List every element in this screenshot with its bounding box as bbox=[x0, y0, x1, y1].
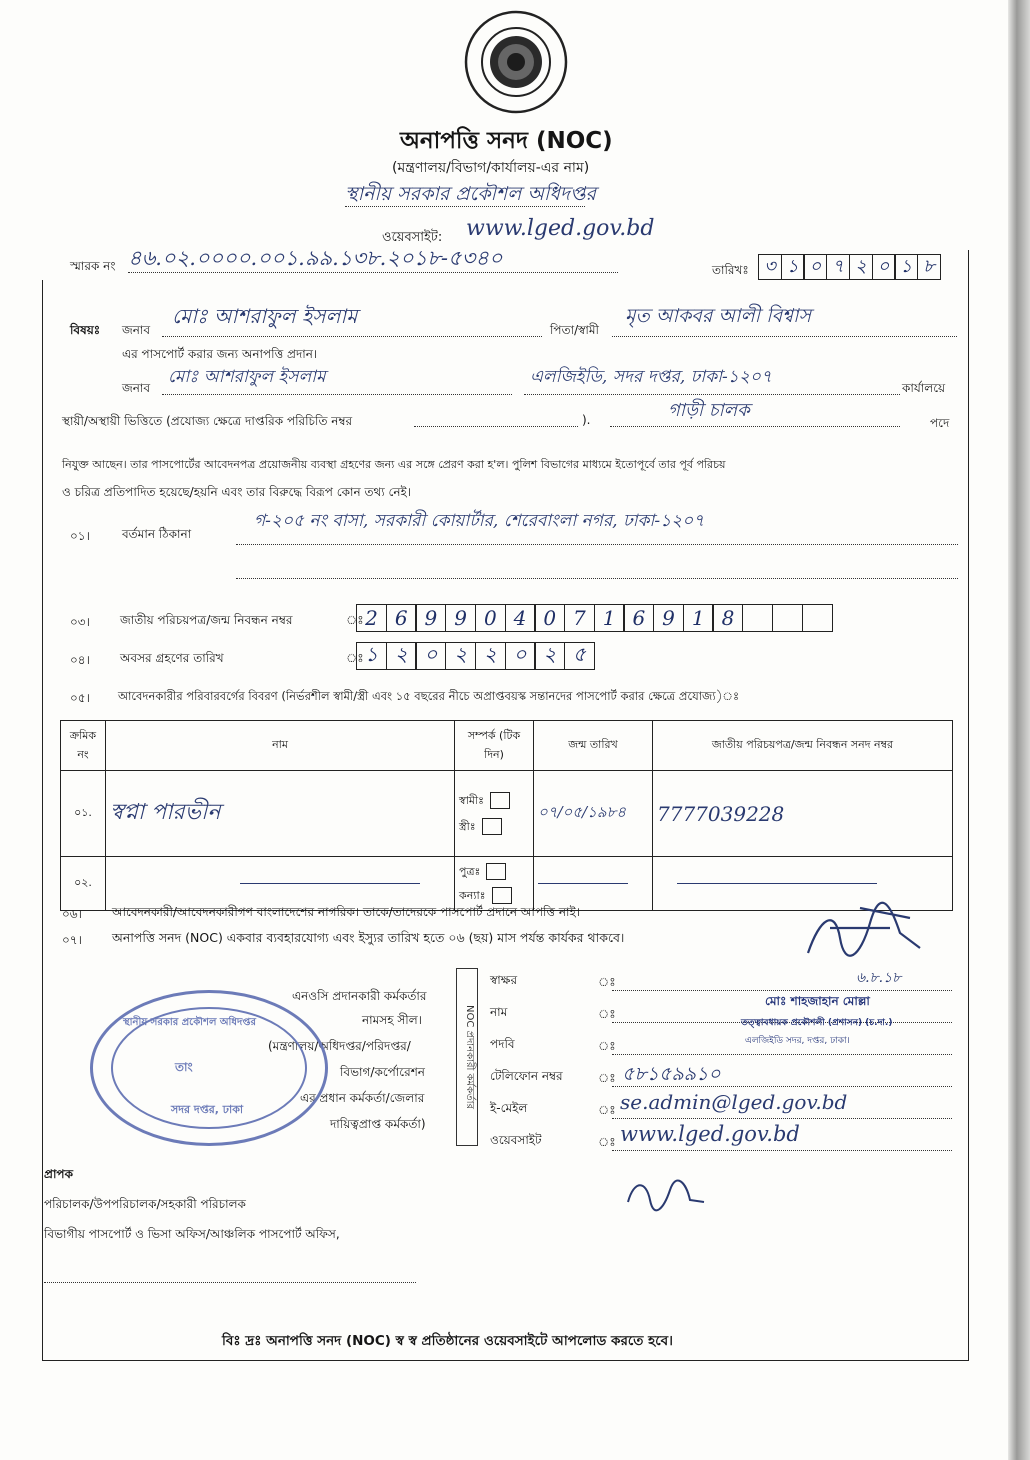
applicant-name: মোঃ আশরাফুল ইসলাম bbox=[172, 304, 358, 328]
row2-dob-dash bbox=[538, 883, 628, 884]
nid-digit-box: 8 bbox=[712, 604, 743, 632]
recipient-line-2: বিভাগীয় পাসপোর্ট ও ভিসা অফিস/আঞ্চলিক পাসপোর্ট অফিস, bbox=[44, 1227, 340, 1241]
janab-label-2: জনাব bbox=[122, 381, 151, 395]
line4-close: ). bbox=[582, 413, 591, 427]
field-name-label: নাম bbox=[490, 1005, 508, 1019]
row2-nid-dash bbox=[677, 883, 877, 884]
date-digit-box: ১ bbox=[894, 254, 918, 280]
header-name: নাম bbox=[106, 721, 455, 771]
daughter-checkbox[interactable] bbox=[492, 887, 512, 904]
subject-line2: এর পাসপোর্ট করার জন্য অনাপত্তি প্রদান। bbox=[122, 347, 318, 361]
row1-rel1: স্বামীঃ bbox=[459, 793, 485, 807]
header-dob: জন্ম তারিখ bbox=[534, 721, 653, 771]
phone-value: ৫৮১৫৯৯১০ bbox=[622, 1063, 721, 1085]
wife-checkbox[interactable] bbox=[482, 818, 502, 835]
row1-nid-value: 7777039228 bbox=[657, 801, 785, 826]
field-colon-2: ঃ bbox=[598, 1007, 616, 1021]
address-label: বর্তমান ঠিকানা bbox=[122, 527, 192, 541]
field-dots-3 bbox=[612, 1054, 952, 1055]
nid-digit-box: 1 bbox=[594, 604, 625, 632]
officer-name-stamp bbox=[741, 985, 945, 1053]
row2-rel1: পুত্রঃ bbox=[459, 864, 481, 878]
field-colon-3: ঃ bbox=[598, 1039, 616, 1053]
address-dots-1 bbox=[236, 544, 958, 545]
seal-center-text: তাং bbox=[175, 1060, 193, 1074]
row1-serial: ০১. bbox=[61, 771, 106, 857]
date-boxes bbox=[758, 254, 940, 280]
retire-digit-box: ০ bbox=[415, 642, 446, 670]
frame-right-border bbox=[968, 250, 969, 1360]
nid-boxes bbox=[356, 604, 831, 632]
retire-digit-box: ২ bbox=[386, 642, 417, 670]
side-stamp-text: NOC প্রদানকারী কর্মকর্তার bbox=[464, 1005, 475, 1109]
website-value: www.lged.gov.bd bbox=[466, 216, 655, 241]
nid-digit-box bbox=[802, 604, 833, 632]
field-colon-1: ঃ bbox=[598, 975, 616, 989]
website-label: ওয়েবসাইট: bbox=[382, 230, 443, 245]
date-digit-box: ৭ bbox=[826, 254, 850, 280]
nid-digit-box: 6 bbox=[386, 604, 417, 632]
son-checkbox[interactable] bbox=[486, 863, 506, 880]
applicant-name-2-dots bbox=[162, 394, 512, 395]
document-subtitle: (মন্ত্রণালয়/বিভাগ/কার্যালয়-এর নাম) bbox=[392, 160, 590, 176]
government-emblem bbox=[462, 8, 570, 116]
address-value: গ-২০৫ নং বাসা, সরকারী কোয়ার্টার, শেরেবাংলা নগর, ঢাকা-১২০৭ bbox=[254, 511, 705, 531]
frame-left-border bbox=[42, 280, 43, 1360]
father-name: মৃত আকবর আলী বিশ্বাস bbox=[625, 305, 812, 327]
table-row bbox=[61, 771, 953, 857]
initial-signature-icon bbox=[620, 1172, 710, 1216]
field-colon-6: ঃ bbox=[598, 1135, 616, 1149]
nid-digit-box: 9 bbox=[445, 604, 476, 632]
office-value-dots bbox=[524, 394, 900, 395]
date-digit-box: ০ bbox=[872, 254, 896, 280]
date-digit-box: ২ bbox=[849, 254, 873, 280]
officer-line-6: দায়িত্বপ্রাপ্ত কর্মকর্তা) bbox=[330, 1117, 426, 1131]
footer-note: বিঃ দ্রঃ অনাপত্তি সনদ (NOC) স্ব স্ব প্রতিষ্ঠানের ওয়েবসাইটে আপলোড করতে হবে। bbox=[222, 1333, 673, 1349]
officer-line-2: নামসহ সীল। bbox=[362, 1013, 422, 1027]
field-colon-4: ঃ bbox=[598, 1071, 616, 1085]
document-title: অনাপত্তি সনদ (NOC) bbox=[400, 128, 613, 154]
memo-label: স্মারক নং bbox=[70, 259, 116, 273]
row1-nid bbox=[653, 771, 953, 857]
website-field-value: www.lged.gov.bd bbox=[620, 1122, 800, 1146]
nid-digit-box bbox=[772, 604, 803, 632]
row1-name-value: স্বপ্না পারভীন bbox=[110, 800, 221, 825]
row1-rel2: স্ত্রীঃ bbox=[459, 819, 476, 833]
header-relation: সম্পর্ক (টিক দিন) bbox=[455, 721, 534, 771]
emblem-seal-icon bbox=[462, 8, 570, 116]
post-dots bbox=[610, 426, 900, 427]
nid-digit-box: 1 bbox=[683, 604, 714, 632]
field-designation-label: পদবি bbox=[490, 1037, 515, 1051]
item-07-number: ০৭। bbox=[62, 933, 82, 947]
post-suffix: পদে bbox=[930, 416, 950, 430]
address-dots-2 bbox=[236, 578, 958, 579]
applicant-name-2: মোঃ আশরাফুল ইসলাম bbox=[168, 367, 326, 387]
father-name-dots bbox=[612, 336, 957, 337]
declaration-06: আবেদনকারী/আবেদনকারীগণ বাংলাদেশের নাগরিক। তাকে/তাদেরকে পাসপোর্ট প্রদানে আপত্তি নাই। bbox=[112, 905, 581, 919]
seal-top-text: স্থানীয় সরকার প্রকৌশল অধিদপ্তর bbox=[123, 1017, 256, 1028]
subject-label: বিষয়ঃ bbox=[70, 323, 101, 337]
header-serial: ক্রমিক নং bbox=[61, 721, 106, 771]
memo-value: ৪৬.০২.০০০০.০০১.৯৯.১৩৮.২০১৮-৫৩৪০ bbox=[128, 246, 503, 270]
recipient-line-1: পরিচালক/উপপরিচালক/সহকারী পরিচালক bbox=[44, 1197, 246, 1211]
officer-line-3: (মন্ত্রণালয়/অধিদপ্তর/পরিদপ্তর/ bbox=[268, 1039, 411, 1053]
retire-digit-box: ২ bbox=[445, 642, 476, 670]
row1-name bbox=[106, 771, 455, 857]
row2-name-dash bbox=[240, 883, 420, 884]
row2-dob bbox=[534, 857, 653, 911]
retire-label: অবসর গ্রহণের তারিখ bbox=[120, 651, 224, 665]
recipient-dots bbox=[44, 1282, 416, 1283]
subject-line5: নিযুক্ত আছেন। তার পাসপোর্টের আবেদনপত্র প্রয়োজনীয় ব্যবস্থা গ্রহণের জন্য এর সঙ্গে প্রেরণ করা হ'ল। পুলিশ বিভাগের মাধ্যমে ইতোপূর্বে তার পূর্ব পরিচয় bbox=[62, 458, 726, 471]
nid-digit-box: 6 bbox=[623, 604, 654, 632]
subject-line6: ও চরিত্র প্রতিপাদিত হয়েছে/হয়নি এবং তার বিরুদ্ধে বিরূপ কোন তথ্য নেই। bbox=[62, 485, 412, 499]
field-phone-label: টেলিফোন নম্বর bbox=[490, 1069, 563, 1083]
seal-bottom-text: সদর দপ্তর, ঢাকা bbox=[171, 1103, 244, 1116]
family-table bbox=[60, 720, 953, 911]
nid-digit-box: 7 bbox=[564, 604, 595, 632]
signature-date: ৬.৮.১৮ bbox=[856, 970, 902, 986]
field-dots-5 bbox=[612, 1118, 952, 1119]
nid-digit-box: 2 bbox=[356, 604, 387, 632]
husband-checkbox[interactable] bbox=[490, 792, 510, 809]
applicant-name-dots bbox=[162, 336, 542, 337]
item-03-number: ০৩। bbox=[70, 615, 90, 629]
nid-digit-box: 4 bbox=[505, 604, 536, 632]
item-06-number: ০৬। bbox=[62, 907, 82, 921]
subject-line4: স্থায়ী/অস্থায়ী ভিত্তিতে (প্রযোজ্য ক্ষেত্রে দাপ্তরিক পরিচিতি নম্বর bbox=[62, 414, 353, 428]
office-name: স্থানীয় সরকার প্রকৌশল অধিদপ্তর bbox=[345, 183, 596, 205]
memo-dots bbox=[128, 272, 618, 273]
row1-relation bbox=[455, 771, 534, 857]
item-04-number: ০৪। bbox=[70, 653, 90, 667]
row2-serial: ০২. bbox=[61, 857, 106, 911]
field-email-label: ই-মেইল bbox=[490, 1101, 528, 1115]
row2-relation bbox=[455, 857, 534, 911]
retire-digit-box: ০ bbox=[505, 642, 536, 670]
item-05-number: ০৫। bbox=[70, 691, 90, 705]
officer-line-5: এর প্রধান কর্মকর্তা/জেলার bbox=[300, 1091, 425, 1105]
nid-label: জাতীয় পরিচয়পত্র/জন্ম নিবন্ধন নম্বর bbox=[120, 613, 293, 627]
nid-digit-box: 0 bbox=[475, 604, 506, 632]
officer-line-1: এনওসি প্রদানকারী কর্মকর্তার bbox=[292, 989, 427, 1003]
retire-digit-box: ১ bbox=[356, 642, 387, 670]
header-nid: জাতীয় পরিচয়পত্র/জন্ম নিবন্ধন সনদ নম্বর bbox=[653, 721, 953, 771]
item-01-number: ০১। bbox=[70, 529, 90, 543]
nid-digit-box: 9 bbox=[653, 604, 684, 632]
retire-digit-box: ২ bbox=[475, 642, 506, 670]
office-value: এলজিইডি, সদর দপ্তর, ঢাকা-১২০৭ bbox=[530, 367, 772, 387]
field-dots-6 bbox=[612, 1150, 952, 1151]
retire-digit-box: ৫ bbox=[564, 642, 595, 670]
declaration-07: অনাপত্তি সনদ (NOC) একবার ব্যবহারযোগ্য এবং ইস্যুর তারিখ হতে ০৬ (ছয়) মাস পর্যন্ত কার্যকর থাকবে। bbox=[112, 930, 625, 945]
retire-boxes bbox=[356, 642, 594, 670]
date-digit-box: ১ bbox=[781, 254, 805, 280]
frame-bottom-border bbox=[42, 1360, 969, 1361]
retire-colon: ঃ bbox=[346, 651, 364, 665]
stamp-officer-name: মোঃ শাহজাহান মোল্লা bbox=[765, 994, 870, 1008]
officer-line-4: বিভাগ/কর্পোরেশন bbox=[340, 1065, 425, 1079]
field-website-label: ওয়েবসাইট bbox=[490, 1133, 542, 1147]
line4-dots bbox=[414, 426, 578, 427]
post-value: গাড়ী চালক bbox=[668, 400, 750, 421]
signature-scribble-icon bbox=[800, 898, 930, 968]
stamp-officer-office: এলজিইডি সদর, দপ্তর, ঢাকা। bbox=[745, 1036, 850, 1046]
row2-rel2: কন্যাঃ bbox=[459, 888, 486, 902]
retire-digit-box: ২ bbox=[534, 642, 565, 670]
stamp-officer-title: তত্ত্বাবধায়ক প্রকৌশলী (প্রশাসন) (চ.দা.) bbox=[741, 1018, 893, 1028]
row2-name bbox=[106, 857, 455, 911]
row1-dob bbox=[534, 771, 653, 857]
nid-digit-box: 9 bbox=[415, 604, 446, 632]
field-colon-5: ঃ bbox=[598, 1103, 616, 1117]
row1-dob-value: ০৭/০৫/১৯৮৪ bbox=[538, 803, 627, 821]
family-label: আবেদনকারীর পরিবারবর্গের বিবরণ (নির্ভরশীল স্বামী/স্ত্রী এবং ১৫ বছরের নীচে অপ্রাপ্তবয়স্ক সন্তানদের পাসপোর্ট করার ক্ষেত্রে প্রযোজ্য)ঃ bbox=[118, 689, 740, 703]
nid-digit-box bbox=[742, 604, 773, 632]
father-label: পিতা/স্বামী bbox=[550, 323, 599, 337]
date-digit-box: ৮ bbox=[917, 254, 941, 280]
email-value: se.admin@lged.gov.bd bbox=[620, 1090, 848, 1114]
side-stamp bbox=[456, 968, 478, 1146]
office-suffix: কার্যালয়ে bbox=[902, 381, 946, 395]
recipient-label: প্রাপক bbox=[44, 1167, 73, 1181]
janab-label: জনাব bbox=[122, 323, 151, 337]
date-digit-box: ০ bbox=[803, 254, 827, 280]
office-round-seal bbox=[90, 990, 328, 1146]
nid-digit-box: 0 bbox=[534, 604, 565, 632]
date-label: তারিখঃ bbox=[712, 263, 749, 277]
field-signature-label: স্বাক্ষর bbox=[490, 973, 518, 987]
date-digit-box: ৩ bbox=[758, 254, 782, 280]
office-name-dots bbox=[345, 206, 585, 207]
nid-colon: ঃ bbox=[346, 613, 364, 627]
scan-edge-shadow bbox=[1008, 0, 1030, 1460]
